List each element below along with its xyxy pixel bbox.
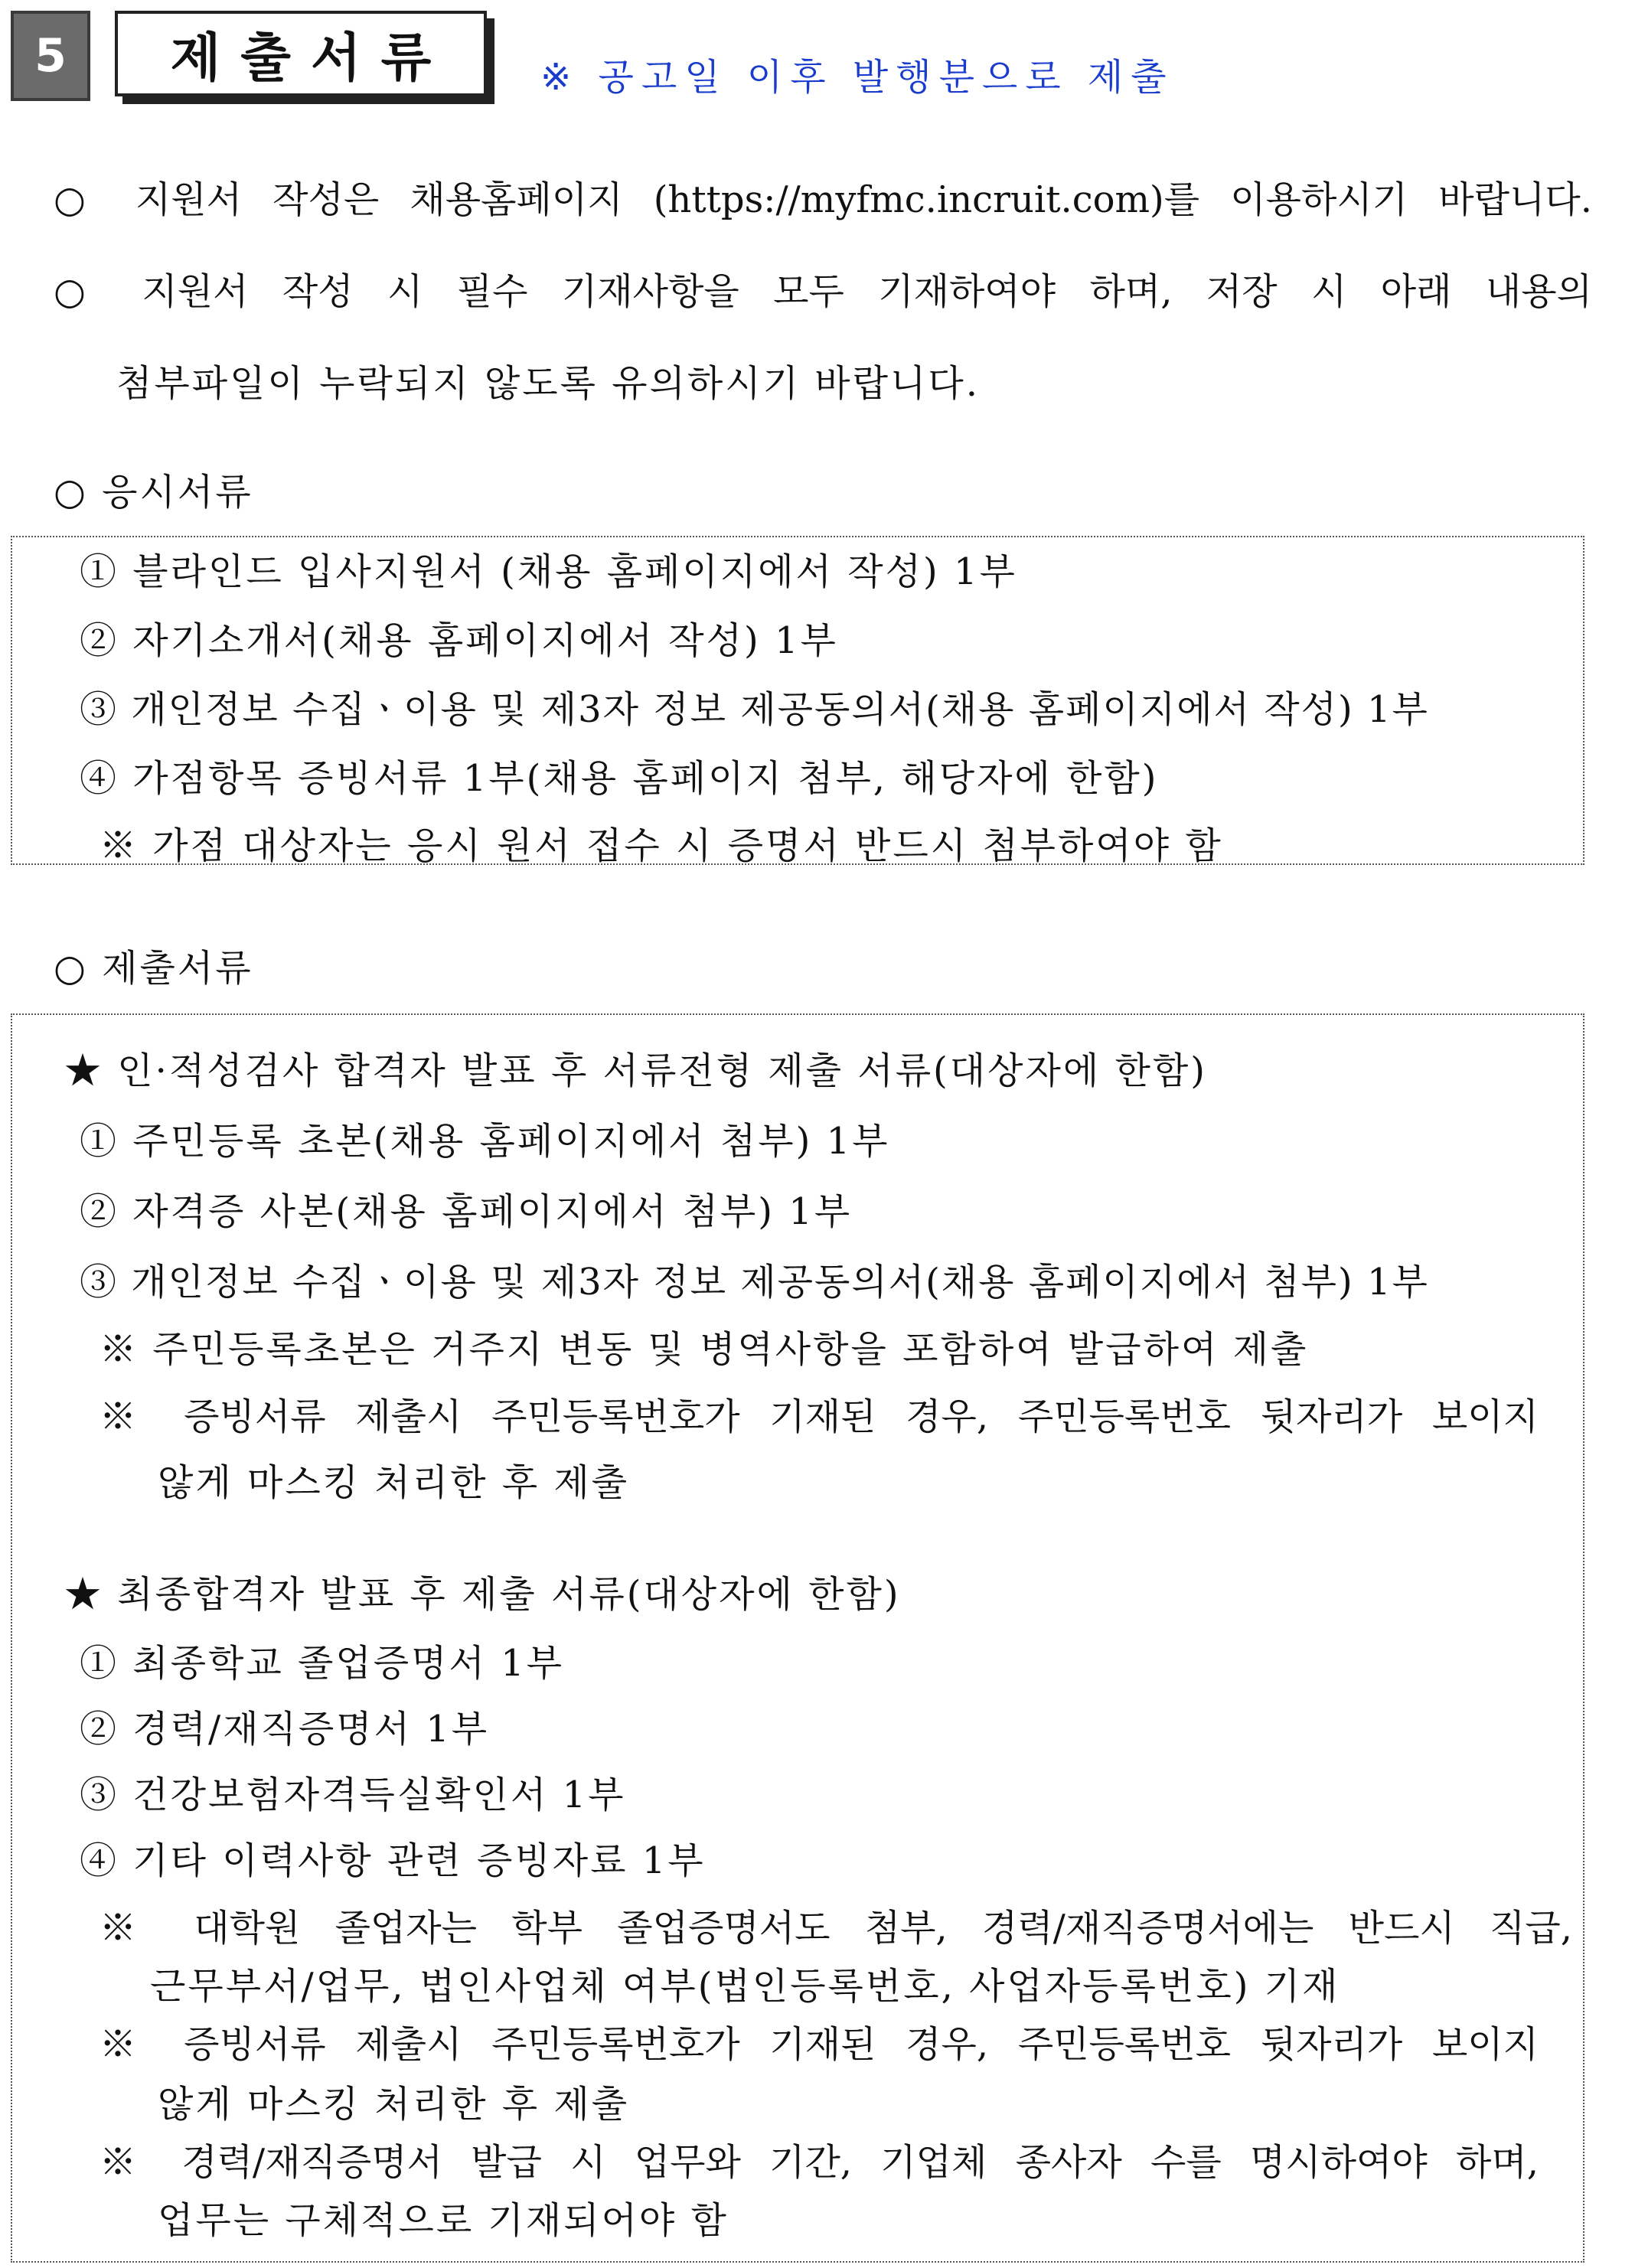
submission-doc-note: ※ 경력/재직증명서 발급 시 업무와 기간, 기업체 종사자 수를 명시하여야 하며,: [100, 2141, 1539, 2184]
submission-doc-note: ※ 증빙서류 제출시 주민등록번호가 기재된 경우, 주민등록번호 뒷자리가 보이지: [100, 2023, 1539, 2066]
application-doc-item: ② 자기소개서(채용 홈페이지에서 작성) 1부: [80, 619, 838, 662]
application-doc-note: ※ 가점 대상자는 응시 원서 접수 시 증명서 반드시 첨부하여야 함: [100, 824, 1223, 867]
submission-doc-item: ④ 기타 이력사항 관련 증빙자료 1부: [80, 1839, 706, 1882]
section-number-badge: 5: [11, 11, 90, 101]
section-note: ※ 공고일 이후 발행분으로 제출: [540, 56, 1174, 99]
submission-doc-note-cont: 업무는 구체적으로 기재되어야 함: [158, 2199, 729, 2242]
intro-line-2: ○ 지원서 작성 시 필수 기재사항을 모두 기재하여야 하며, 저장 시 아래 내용의: [54, 270, 1592, 313]
submission-docs-heading: ○ 제출서류: [54, 947, 253, 990]
submission-doc-item: ③ 개인정보 수집ㆍ이용 및 제3자 정보 제공동의서(채용 홈페이지에서 첨부) 1부: [80, 1261, 1429, 1304]
application-docs-heading: ○ 응시서류: [54, 471, 253, 514]
intro-line-1: ○ 지원서 작성은 채용홈페이지 (https://myfmc.incruit.com)를 이용하시기 바랍니다.: [54, 178, 1592, 221]
submission-doc-note-cont: 않게 마스킹 처리한 후 제출: [158, 1461, 630, 1504]
application-doc-item: ④ 가점항목 증빙서류 1부(채용 홈페이지 첨부, 해당자에 한함): [80, 757, 1159, 800]
application-doc-item: ① 블라인드 입사지원서 (채용 홈페이지에서 작성) 1부: [80, 550, 1017, 593]
submission-doc-note: ※ 대학원 졸업자는 학부 졸업증명서도 첨부, 경력/재직증명서에는 반드시 직급,: [100, 1907, 1572, 1950]
submission-doc-item: ① 최종학교 졸업증명서 1부: [80, 1642, 564, 1685]
submission-doc-item: ① 주민등록 초본(채용 홈페이지에서 첨부) 1부: [80, 1120, 890, 1163]
submission-group-title: ★ 최종합격자 발표 후 제출 서류(대상자에 한함): [64, 1573, 901, 1616]
submission-doc-note: ※ 증빙서류 제출시 주민등록번호가 기재된 경우, 주민등록번호 뒷자리가 보이지: [100, 1395, 1539, 1438]
submission-doc-item: ③ 건강보험자격득실확인서 1부: [80, 1774, 626, 1816]
section-title: 제출서류: [115, 11, 487, 96]
submission-doc-item: ② 경력/재직증명서 1부: [80, 1708, 490, 1751]
submission-doc-note-cont: 않게 마스킹 처리한 후 제출: [158, 2083, 630, 2126]
submission-group-title: ★ 인·적성검사 합격자 발표 후 서류전형 제출 서류(대상자에 한함): [64, 1049, 1207, 1092]
intro-line-3: 첨부파일이 누락되지 않도록 유의하시기 바랍니다.: [116, 362, 981, 405]
submission-doc-note: ※ 주민등록초본은 거주지 변동 및 병역사항을 포함하여 발급하여 제출: [100, 1328, 1309, 1371]
title-box-shadow-bottom: [122, 96, 494, 104]
application-doc-item: ③ 개인정보 수집ㆍ이용 및 제3자 정보 제공동의서(채용 홈페이지에서 작성) 1부: [80, 688, 1429, 731]
submission-doc-note-cont: 근무부서/업무, 법인사업체 여부(법인등록번호, 사업자등록번호) 기재: [150, 1965, 1340, 2008]
title-box-shadow-right: [487, 18, 494, 104]
submission-doc-item: ② 자격증 사본(채용 홈페이지에서 첨부) 1부: [80, 1190, 853, 1233]
